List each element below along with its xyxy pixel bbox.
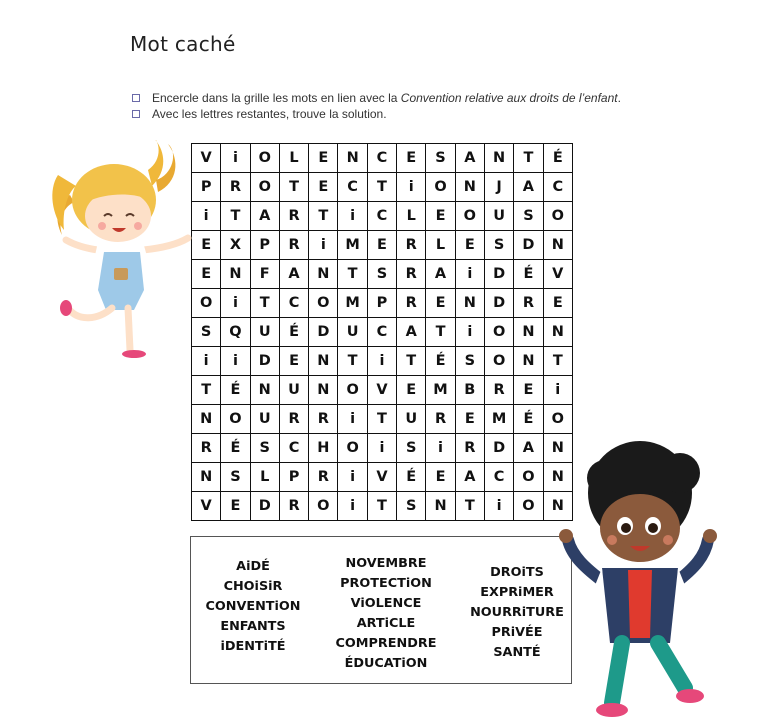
- grid-cell[interactable]: T: [309, 202, 338, 231]
- grid-cell[interactable]: P: [279, 463, 308, 492]
- word-item: NOVEMBRE: [345, 556, 427, 571]
- grid-cell[interactable]: T: [279, 173, 308, 202]
- grid-cell[interactable]: H: [309, 434, 338, 463]
- grid-cell[interactable]: O: [309, 289, 338, 318]
- grid-cell[interactable]: M: [338, 231, 367, 260]
- girl-illustration: [48, 140, 198, 370]
- grid-cell[interactable]: N: [192, 463, 221, 492]
- grid-cell[interactable]: L: [279, 144, 308, 173]
- grid-cell[interactable]: C: [367, 202, 396, 231]
- grid-cell[interactable]: N: [338, 144, 367, 173]
- grid-row: [192, 173, 573, 202]
- grid-cell[interactable]: R: [397, 260, 426, 289]
- grid-cell[interactable]: U: [250, 405, 279, 434]
- grid-row: [192, 260, 573, 289]
- grid-cell[interactable]: N: [543, 492, 572, 521]
- grid-cell[interactable]: C: [543, 173, 572, 202]
- grid-cell[interactable]: O: [426, 173, 455, 202]
- grid-cell[interactable]: A: [455, 463, 484, 492]
- grid-cell[interactable]: O: [484, 318, 513, 347]
- grid-cell[interactable]: N: [309, 347, 338, 376]
- grid-cell[interactable]: J: [484, 173, 513, 202]
- grid-cell[interactable]: O: [543, 202, 572, 231]
- grid-cell[interactable]: S: [250, 434, 279, 463]
- grid-cell[interactable]: É: [426, 347, 455, 376]
- grid-cell[interactable]: U: [484, 202, 513, 231]
- grid-cell[interactable]: S: [484, 231, 513, 260]
- grid-row: [192, 289, 573, 318]
- instruction-row: [130, 90, 621, 106]
- grid-cell[interactable]: E: [514, 376, 543, 405]
- grid-cell[interactable]: R: [279, 202, 308, 231]
- grid-cell[interactable]: N: [309, 260, 338, 289]
- grid-cell[interactable]: T: [192, 376, 221, 405]
- word-item: ENFANTS: [220, 619, 286, 634]
- grid-cell[interactable]: É: [397, 463, 426, 492]
- grid-cell[interactable]: E: [309, 173, 338, 202]
- grid-cell[interactable]: R: [279, 231, 308, 260]
- word-item: SANTÉ: [493, 645, 541, 660]
- word-item: CHOiSiR: [223, 579, 283, 594]
- grid-cell[interactable]: A: [514, 434, 543, 463]
- grid-cell[interactable]: i: [543, 376, 572, 405]
- grid-cell[interactable]: A: [250, 202, 279, 231]
- grid-cell[interactable]: A: [455, 144, 484, 173]
- grid-cell[interactable]: O: [309, 492, 338, 521]
- grid-cell[interactable]: A: [279, 260, 308, 289]
- grid-cell[interactable]: R: [397, 289, 426, 318]
- grid-cell[interactable]: T: [367, 492, 396, 521]
- grid-cell[interactable]: S: [397, 492, 426, 521]
- grid-cell[interactable]: i: [484, 492, 513, 521]
- grid-cell[interactable]: i: [338, 202, 367, 231]
- grid-cell[interactable]: N: [221, 260, 250, 289]
- grid-cell[interactable]: T: [250, 289, 279, 318]
- word-list-box: [190, 536, 572, 684]
- grid-cell[interactable]: N: [455, 173, 484, 202]
- grid-cell[interactable]: L: [426, 231, 455, 260]
- grid-cell[interactable]: U: [338, 318, 367, 347]
- grid-cell[interactable]: R: [309, 463, 338, 492]
- grid-cell[interactable]: O: [338, 434, 367, 463]
- instructions: [130, 90, 621, 122]
- grid-cell[interactable]: L: [397, 202, 426, 231]
- grid-cell[interactable]: i: [338, 405, 367, 434]
- word-item: CONVENTiON: [205, 599, 301, 614]
- grid-cell[interactable]: E: [455, 405, 484, 434]
- grid-cell[interactable]: N: [250, 376, 279, 405]
- grid-cell[interactable]: R: [455, 434, 484, 463]
- grid-cell[interactable]: E: [426, 202, 455, 231]
- grid-cell[interactable]: O: [192, 289, 221, 318]
- grid-cell[interactable]: O: [250, 144, 279, 173]
- grid-cell[interactable]: T: [514, 144, 543, 173]
- grid-row: [192, 318, 573, 347]
- grid-cell[interactable]: L: [250, 463, 279, 492]
- grid-cell[interactable]: i: [221, 347, 250, 376]
- grid-cell[interactable]: D: [484, 260, 513, 289]
- grid-cell[interactable]: T: [455, 492, 484, 521]
- grid-cell[interactable]: O: [543, 405, 572, 434]
- grid-cell[interactable]: i: [338, 492, 367, 521]
- grid-row: [192, 231, 573, 260]
- word-search-grid: [191, 143, 573, 521]
- grid-cell[interactable]: T: [426, 318, 455, 347]
- grid-cell[interactable]: P: [250, 231, 279, 260]
- grid-row: [192, 463, 573, 492]
- grid-cell[interactable]: C: [367, 318, 396, 347]
- grid-cell[interactable]: B: [455, 376, 484, 405]
- grid-cell[interactable]: C: [279, 289, 308, 318]
- word-item: EXPRiMER: [480, 585, 554, 600]
- grid-cell[interactable]: T: [367, 173, 396, 202]
- grid-cell[interactable]: É: [221, 434, 250, 463]
- grid-cell[interactable]: O: [514, 463, 543, 492]
- grid-cell[interactable]: i: [455, 318, 484, 347]
- grid-cell[interactable]: i: [338, 463, 367, 492]
- grid-cell[interactable]: F: [250, 260, 279, 289]
- grid-cell[interactable]: T: [221, 202, 250, 231]
- grid-row: [192, 144, 573, 173]
- grid-cell[interactable]: T: [338, 347, 367, 376]
- grid-cell[interactable]: N: [543, 231, 572, 260]
- grid-cell[interactable]: i: [192, 202, 221, 231]
- grid-cell[interactable]: É: [543, 144, 572, 173]
- grid-cell[interactable]: N: [543, 463, 572, 492]
- word-item: ÉDUCATiON: [344, 656, 428, 671]
- grid-cell[interactable]: T: [543, 347, 572, 376]
- grid-cell[interactable]: N: [514, 347, 543, 376]
- grid-cell[interactable]: D: [484, 289, 513, 318]
- grid-cell[interactable]: i: [397, 173, 426, 202]
- grid-cell[interactable]: É: [279, 318, 308, 347]
- grid-cell[interactable]: E: [221, 492, 250, 521]
- grid-cell[interactable]: É: [514, 260, 543, 289]
- grid-cell[interactable]: O: [250, 173, 279, 202]
- grid-cell[interactable]: C: [338, 173, 367, 202]
- grid-cell[interactable]: S: [221, 463, 250, 492]
- grid-cell[interactable]: R: [279, 405, 308, 434]
- word-item: PRiVÉE: [491, 625, 543, 640]
- grid-row: [192, 434, 573, 463]
- grid-cell[interactable]: i: [221, 289, 250, 318]
- grid-cell[interactable]: R: [514, 289, 543, 318]
- grid-cell[interactable]: T: [338, 260, 367, 289]
- grid-cell[interactable]: R: [426, 405, 455, 434]
- grid-cell[interactable]: S: [514, 202, 543, 231]
- instruction-text: Encercle dans la grille les mots en lien avec la Convention relative aux droits de l’enfant.: [152, 91, 621, 105]
- grid-cell[interactable]: S: [455, 347, 484, 376]
- grid-cell[interactable]: C: [367, 144, 396, 173]
- grid-cell[interactable]: N: [484, 144, 513, 173]
- grid-cell[interactable]: U: [397, 405, 426, 434]
- grid-cell[interactable]: P: [192, 173, 221, 202]
- grid-cell[interactable]: R: [484, 376, 513, 405]
- grid-cell[interactable]: E: [279, 347, 308, 376]
- page-title: Mot caché: [130, 32, 236, 56]
- grid-cell[interactable]: S: [367, 260, 396, 289]
- grid-cell[interactable]: E: [309, 144, 338, 173]
- grid-cell[interactable]: R: [279, 492, 308, 521]
- grid-cell[interactable]: i: [455, 260, 484, 289]
- grid-row: [192, 405, 573, 434]
- word-item: ViOLENCE: [350, 596, 422, 611]
- grid-cell[interactable]: T: [367, 405, 396, 434]
- grid-cell[interactable]: O: [221, 405, 250, 434]
- grid-cell[interactable]: S: [397, 434, 426, 463]
- word-item: PROTECTiON: [340, 576, 432, 591]
- grid-cell[interactable]: S: [192, 318, 221, 347]
- grid-cell[interactable]: O: [455, 202, 484, 231]
- grid-cell[interactable]: i: [221, 144, 250, 173]
- grid-row: [192, 492, 573, 521]
- grid-cell[interactable]: O: [484, 347, 513, 376]
- grid-cell[interactable]: E: [543, 289, 572, 318]
- grid-cell[interactable]: V: [543, 260, 572, 289]
- word-list-column: [321, 554, 451, 674]
- grid-cell[interactable]: M: [484, 405, 513, 434]
- grid-cell[interactable]: R: [192, 434, 221, 463]
- grid-cell[interactable]: A: [426, 260, 455, 289]
- boy-illustration: [550, 438, 725, 723]
- checkbox-icon[interactable]: [132, 94, 140, 102]
- grid-cell[interactable]: i: [367, 434, 396, 463]
- grid-cell[interactable]: E: [426, 289, 455, 318]
- word-item: ARTiCLE: [356, 616, 416, 631]
- grid-cell[interactable]: D: [250, 492, 279, 521]
- grid-cell[interactable]: S: [426, 144, 455, 173]
- grid-cell[interactable]: M: [426, 376, 455, 405]
- grid-cell[interactable]: É: [514, 405, 543, 434]
- grid-cell[interactable]: i: [192, 347, 221, 376]
- grid-cell[interactable]: V: [367, 376, 396, 405]
- grid-cell[interactable]: N: [455, 289, 484, 318]
- grid-cell[interactable]: A: [514, 173, 543, 202]
- grid-cell[interactable]: U: [250, 318, 279, 347]
- grid-cell[interactable]: R: [221, 173, 250, 202]
- grid-cell[interactable]: V: [192, 144, 221, 173]
- grid-cell[interactable]: V: [192, 492, 221, 521]
- grid-cell[interactable]: E: [192, 231, 221, 260]
- word-item: AiDÉ: [236, 559, 270, 574]
- grid-cell[interactable]: X: [221, 231, 250, 260]
- word-item: iDENTiTÉ: [220, 639, 286, 654]
- grid-cell[interactable]: U: [279, 376, 308, 405]
- grid-cell[interactable]: N: [514, 318, 543, 347]
- grid-cell[interactable]: N: [426, 492, 455, 521]
- grid-cell[interactable]: P: [367, 289, 396, 318]
- grid-cell[interactable]: C: [484, 463, 513, 492]
- grid-cell[interactable]: E: [192, 260, 221, 289]
- grid-cell[interactable]: D: [250, 347, 279, 376]
- grid-cell[interactable]: O: [514, 492, 543, 521]
- grid-cell[interactable]: D: [514, 231, 543, 260]
- grid-cell[interactable]: N: [543, 318, 572, 347]
- grid-cell[interactable]: N: [192, 405, 221, 434]
- grid-cell[interactable]: i: [426, 434, 455, 463]
- word-item: DROiTS: [490, 565, 544, 580]
- instruction-row: [130, 106, 621, 122]
- grid-cell[interactable]: R: [397, 231, 426, 260]
- instruction-text: Avec les lettres restantes, trouve la solution.: [152, 107, 387, 121]
- grid-cell[interactable]: N: [309, 376, 338, 405]
- grid-cell[interactable]: A: [397, 318, 426, 347]
- word-list-column: [191, 557, 315, 657]
- grid-row: [192, 376, 573, 405]
- grid-cell[interactable]: E: [367, 231, 396, 260]
- word-item: NOURRiTURE: [470, 605, 564, 620]
- checkbox-icon[interactable]: [132, 110, 140, 118]
- grid-cell[interactable]: Q: [221, 318, 250, 347]
- grid-cell[interactable]: É: [221, 376, 250, 405]
- grid-cell[interactable]: D: [484, 434, 513, 463]
- grid-row: [192, 202, 573, 231]
- grid-cell[interactable]: R: [309, 405, 338, 434]
- grid-cell[interactable]: E: [426, 463, 455, 492]
- grid-cell[interactable]: V: [367, 463, 396, 492]
- grid-cell[interactable]: M: [338, 289, 367, 318]
- grid-cell[interactable]: E: [397, 376, 426, 405]
- grid-cell[interactable]: E: [397, 144, 426, 173]
- grid-cell[interactable]: N: [543, 434, 572, 463]
- grid-row: [192, 347, 573, 376]
- grid-cell[interactable]: E: [455, 231, 484, 260]
- grid-cell[interactable]: D: [309, 318, 338, 347]
- word-item: COMPRENDRE: [335, 636, 437, 651]
- grid-cell[interactable]: i: [309, 231, 338, 260]
- grid-cell[interactable]: O: [338, 376, 367, 405]
- grid-cell[interactable]: T: [397, 347, 426, 376]
- grid-cell[interactable]: i: [367, 347, 396, 376]
- grid-cell[interactable]: C: [279, 434, 308, 463]
